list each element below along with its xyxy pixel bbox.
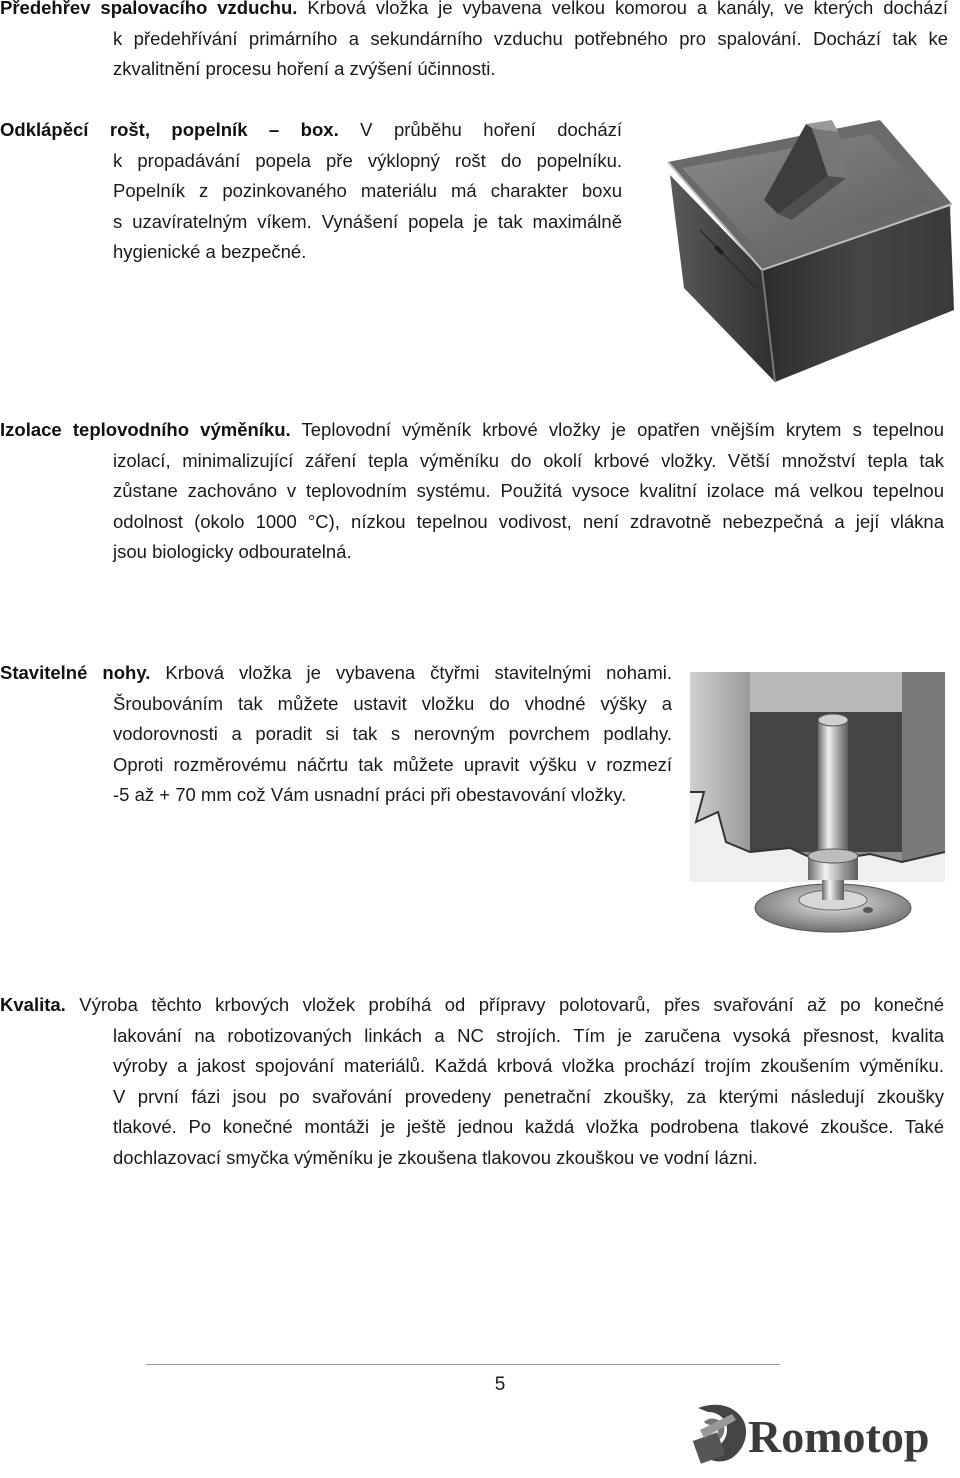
romotop-logo-text: Romotop [748, 1411, 930, 1462]
section-predehrev-line-2: zkvalitnění procesu hoření a zvýšení účinnosti. [113, 58, 496, 79]
section-izolace-line-2: zůstane zachováno v teplovodním systému. Použitá vysoce kvalitní izolace má velkou tepelnou [113, 480, 944, 501]
section-nohy-first-line: Stavitelné nohy. Krbová vložka je vybavena čtyřmi stavitelnými nohami. [0, 662, 672, 683]
section-nohy-line-1: Šroubováním tak můžete ustavit vložku do vhodné výšky a [113, 692, 672, 714]
section-izolace-line-4: jsou biologicky odbouratelná. [113, 541, 352, 562]
section-nohy-line-2: vodorovnosti a poradit si tak s nerovným povrchem podlahy. [113, 723, 672, 744]
ash-box-image [660, 120, 960, 390]
section-rost-title: Odklápěcí rošt, popelník – box. [0, 119, 339, 140]
section-rost-first-line: Odklápěcí rošt, popelník – box. V průběhu hoření dochází [0, 119, 622, 140]
section-izolace [0, 415, 944, 568]
footer-divider [146, 1364, 780, 1365]
section-nohy-title: Stavitelné nohy. [0, 662, 151, 683]
section-kvalita-line-3: V první fázi jsou po svařování provedeny penetrační zkoušky, za kterými následují zkoušky [113, 1085, 944, 1107]
section-izolace-title: Izolace teplovodního výměníku. [0, 419, 291, 440]
section-rost-line-3: s uzavíratelným víkem. Vynášení popela je tak maximálně [113, 210, 622, 232]
page-number: 5 [494, 1374, 506, 1395]
section-kvalita-line-5: dochlazovací smyčka výměníku je zkoušena tlakovou zkouškou ve vodní lázni. [113, 1146, 758, 1168]
section-kvalita [0, 990, 944, 1173]
romotop-emblem-icon [693, 1405, 746, 1464]
section-izolace-line-3: odolnost (okolo 1000 °C), nízkou tepelnou vodivost, není zdravotně nebezpečná a její vlákna [113, 510, 944, 532]
section-predehrev-first-line: Předehřev spalovacího vzduchu. Krbová vložka je vybavena velkou komorou a kanály, ve kterých dochází [0, 0, 948, 24]
section-kvalita-line-2: výroby a jakost spojování materiálů. Každá krbová vložka prochází trojím zkoušením výměníku. [113, 1055, 944, 1076]
section-izolace-first-line: Izolace teplovodního výměníku. Teplovodní výměník krbové vložky je opatřen vnějším krytem s tepelnou [0, 419, 945, 440]
section-predehrev-line-1: k předehřívání primárního a sekundárního vzduchu potřebného pro spalování. Dochází tak ke [113, 27, 948, 49]
section-rost [0, 115, 622, 268]
section-predehrev-title: Předehřev spalovacího vzduchu. [0, 0, 298, 18]
section-rost-line-2: Popelník z pozinkovaného materiálu má charakter boxu [113, 180, 622, 201]
section-rost-line-4: hygienické a bezpečné. [113, 241, 307, 262]
adjustable-foot-image [690, 672, 945, 937]
section-izolace-line-1: izolací, minimalizující záření tepla výměníku do okolí krbové vložky. Větší množství tepla tak [113, 449, 944, 471]
romotop-logo [692, 1400, 958, 1470]
section-nohy-line-4: -5 až + 70 mm což Vám usnadní práci při obestavování vložky. [113, 784, 627, 805]
section-rost-line-1: k propadávání popela pře výklopný rošt do popelníku. [113, 149, 622, 171]
section-kvalita-title: Kvalita. [0, 994, 66, 1015]
section-kvalita-line-1: lakování na robotizovaných linkách a NC strojích. Tím je zaručena vysoká přesnost, kvalita [113, 1024, 944, 1046]
section-kvalita-line-4: tlakové. Po konečné montáži je ještě jednou každá vložka podrobena tlakové zkoušce. Také [113, 1116, 944, 1137]
section-kvalita-first-line: Kvalita. Výroba těchto krbových vložek probíhá od přípravy polotovarů, přes svařování až po konečné [0, 994, 944, 1015]
section-nohy-line-3: Oproti rozměrovému náčrtu tak můžete upravit výšku v rozmezí [113, 753, 672, 775]
section-predehrev [0, 0, 948, 85]
section-nohy [0, 658, 672, 811]
